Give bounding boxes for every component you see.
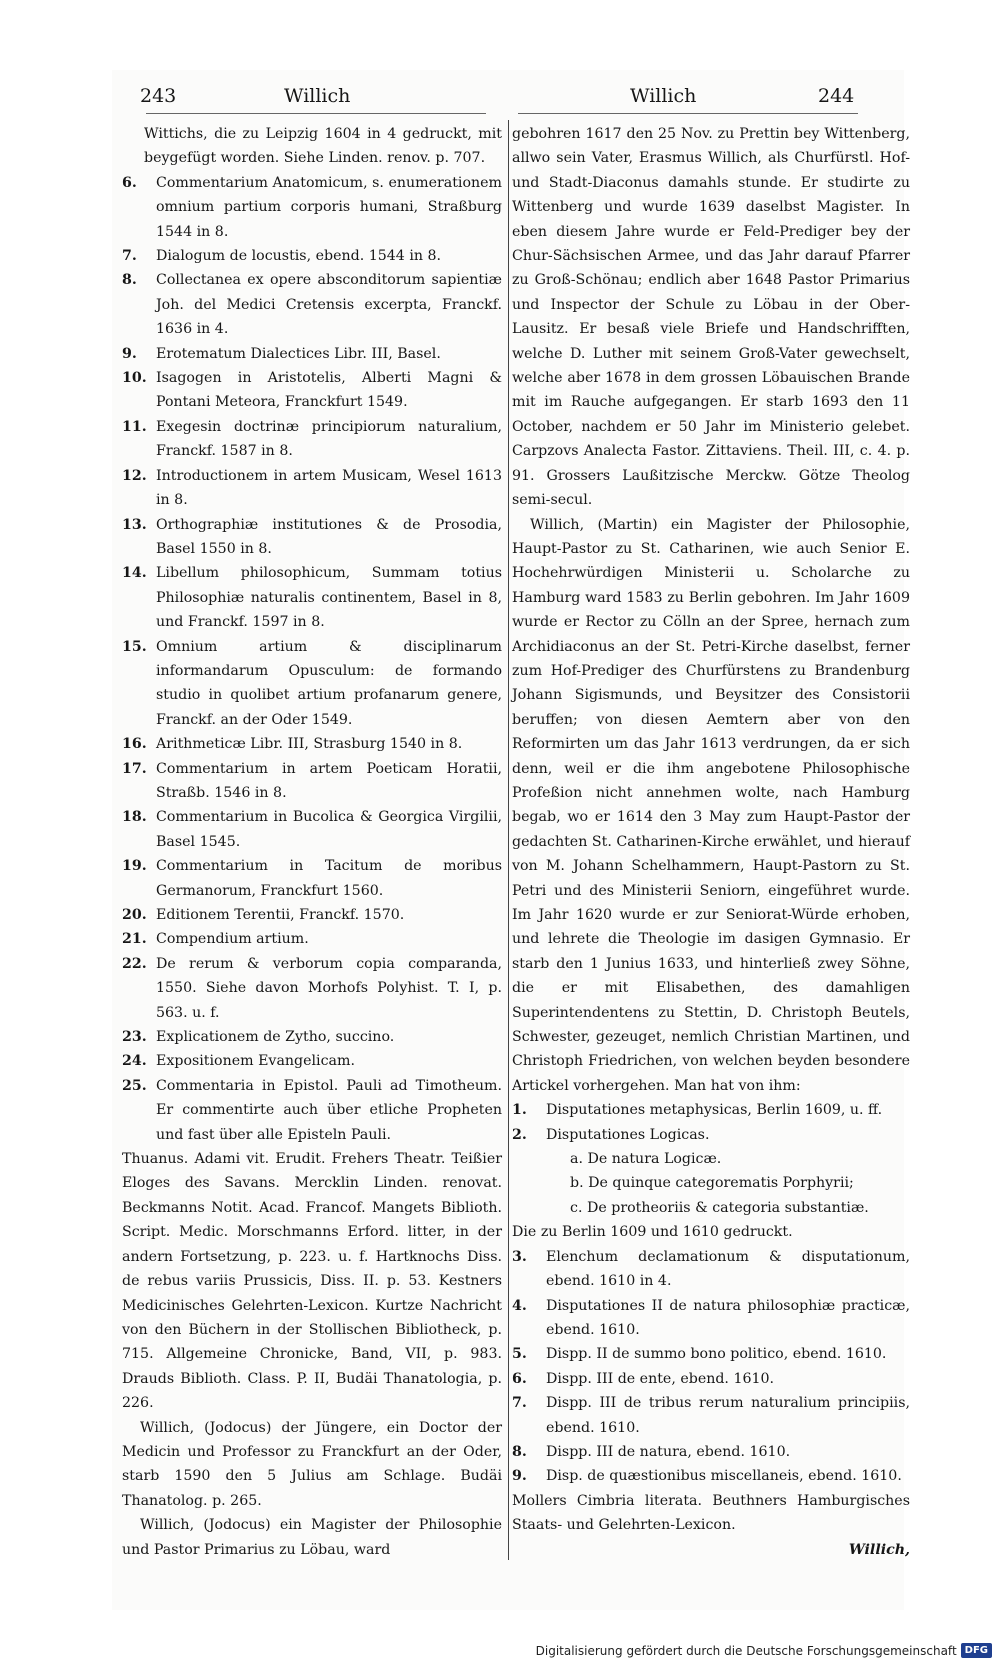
right-page-number: 244 [818, 85, 855, 107]
list-item-text: Commentarium in Bucolica & Georgica Virgilii, Basel 1545. [156, 809, 502, 850]
list-item-text: Arithmeticæ Libr. III, Strasburg 1540 in 8. [156, 736, 463, 753]
list-item-number: 2. [512, 1126, 527, 1143]
list-item-number: 18. [122, 809, 147, 826]
list-item [122, 513, 502, 562]
list-item [122, 366, 502, 415]
list-item-text: Explicationem de Zytho, succino. [156, 1029, 395, 1046]
list-item-number: 6. [512, 1370, 527, 1387]
lexicon-entry: Willich, (Jodocus) ein Magister der Philosophie und Pastor Primarius zu Löbau, ward [122, 1517, 502, 1558]
list-item [122, 952, 502, 1025]
list-item [122, 1049, 502, 1073]
list-item-text: Expositionem Evangelicam. [156, 1053, 355, 1070]
left-catchword: Willich [284, 85, 351, 107]
list-item-text: Disputationes II de natura philosophiæ practicæ, ebend. 1610. [546, 1297, 910, 1338]
list-item-number: 16. [122, 736, 147, 753]
list-item-text: Disputationes Logicas. [546, 1126, 710, 1143]
list-item [512, 1367, 910, 1391]
list-item-text: Omnium artium & disciplinarum informandarum Opusculum: de formando studio in quolibet artium profanarum genere, Franckf. an der Oder 1549. [156, 638, 502, 728]
list-item-text: Dispp. III de natura, ebend. 1610. [546, 1443, 791, 1460]
list-item [512, 1440, 910, 1464]
lexicon-entry: Willich, (Martin) ein Magister der Philosophie, Haupt-Pastor zu St. Catharinen, wie auch Senior E. Hochehrwürdigen Ministerii u. Scholarche zu Hamburg ward 1583 zu Berlin gebohren. Im Jahr 1609 wurde er Rector zu Cölln an der Spree, hernach zum Archidiaconus an der St. Petri-Kirche daselbst, ferner zum Hof-Prediger des Churfürstens zu Brandenburg Johann Sigismunds, und Beysitzer des Consistorii beruffen; von diesen Aemtern aber von den Reformirten um das Jahr 1613 verdrungen, da er sich denn, weil er die ihm angebotene Philosophische Profeßion nicht annehmen wolte, nach Hamburg begab, wo er 1614 den 3 May zum Haupt-Pastor der gedachten St. Catharinen-Kirche erwählet, und hierauf von M. Johann Schelhammern, Haupt-Pastorn zu St. Petri und des Ministerii Seniorn, eingeführet wurde. Im Jahr 1620 wurde er zur Seniorat-Würde erhoben, und lehrete die Theologie im dasigen Gymnasio. Er starb den 1 Junius 1633, und hinterließ zwey Söhne, die er mit Elisabethen, des damahligen Superintendentens zu Stettin, D. Christoph Beutels, Schwester, gezeuget, nemlich Christian Martinen, und Christoph Friedrichen, von welchen beyden besondere Artickel vorhergehen. Man hat von ihm: [512, 516, 910, 1094]
list-item-text: Collectanea ex opere absconditorum sapientiæ Joh. del Medici Cretensis excerpta, Franckf. 1636 in 4. [156, 272, 502, 338]
list-item-text: Dialogum de locustis, ebend. 1544 in 8. [156, 248, 442, 265]
paragraph: Thuanus. Adami vit. Erudit. Frehers Theatr. Teißier Eloges des Savans. Mercklin Linden. renovat. Beckmanns Notit. Acad. Francof. Mangets Biblioth. Script. Medic. Morschmanns Erford. litter, in der andern Fortsetzung, p. 223. u. f. Hartknochs Diss. de rebus variis Prussicis, Diss. II. p. 53. Kestners Medicinisches Gelehrten-Lexicon. Kurtze Nachricht von den Büchern in der Stollischen Bibliotheck, p. 715. Allgemeine Chronicke, Band, VII, p. 983. Drauds Biblioth. Class. P. II, Budäi Thanatologia, p. 226. [122, 1151, 502, 1412]
list-item-number: 15. [122, 638, 147, 655]
list-item-text: Dispp. II de summo bono politico, ebend. 1610. [546, 1346, 887, 1363]
list-item-text: Orthographiæ institutiones & de Prosodia, Basel 1550 in 8. [156, 516, 502, 557]
list-item-text: Exegesin doctrinæ principiorum naturalium, Franckf. 1587 in 8. [156, 418, 502, 460]
list-item-number: 3. [512, 1248, 527, 1265]
footer-credit: Digitalisierung gefördert durch die Deutsche Forschungsgemeinschaft [535, 1643, 957, 1658]
list-item-number: 8. [122, 272, 137, 289]
list-item [512, 1391, 910, 1440]
list-item-number: 12. [122, 467, 147, 484]
list-item [122, 1025, 502, 1049]
list-item-number: 20. [122, 907, 147, 923]
list-item-number: 8. [512, 1443, 527, 1460]
list-item-text: Disputationes metaphysicas, Berlin 1609, u. ff. [546, 1102, 883, 1119]
column-divider [508, 120, 509, 1560]
right-column [512, 122, 910, 1562]
list-item-number: 17. [122, 760, 147, 777]
sub-item: c. De protheoriis & categoria substantiæ. [570, 1199, 869, 1216]
list-item [512, 1123, 910, 1147]
list-item [122, 805, 502, 854]
list-item-number: 11. [122, 418, 147, 435]
list-item-number: 21. [122, 931, 147, 948]
dfg-logo: DFG [961, 1643, 992, 1658]
list-item-text: Commentaria in Epistol. Pauli ad Timotheum. Er commentirte auch über etliche Propheten und fast über alle Episteln Pauli. [156, 1077, 502, 1143]
list-item-number: 6. [122, 174, 137, 191]
list-item-number: 19. [122, 858, 147, 875]
sub-item: a. De natura Logicæ. [570, 1151, 722, 1168]
header-rule-left [146, 113, 486, 114]
paragraph: Mollers Cimbria literata. Beuthners Hamburgisches Staats- und Gelehrten-Lexicon. [512, 1492, 910, 1534]
list-item-text: Elenchum declamationum & disputationum, ebend. 1610 in 4. [546, 1248, 910, 1290]
list-item [512, 1245, 910, 1294]
list-item-text: Libellum philosophicum, Summam totius Philosophiæ naturalis continentem, Basel in 8, und Franckf. 1597 in 8. [156, 565, 502, 631]
list-item [122, 244, 502, 268]
list-item-text: Compendium artium. [156, 931, 309, 948]
list-item [122, 854, 502, 903]
list-item-text: Disp. de quæstionibus miscellaneis, ebend. 1610. [546, 1468, 902, 1485]
list-item-text: De rerum & verborum copia comparanda, 1550. Siehe davon Morhofs Polyhist. T. I, p. 563. u. f. [156, 955, 502, 1021]
left-page-number: 243 [140, 85, 177, 107]
list-item-number: 23. [122, 1029, 147, 1046]
list-item-number: 9. [512, 1468, 527, 1485]
list-item-text: Commentarium in Tacitum de moribus Germanorum, Franckfurt 1560. [156, 858, 502, 899]
list-item [122, 561, 502, 634]
footer [536, 1643, 992, 1658]
list-item [122, 342, 502, 366]
list-item-number: 1. [512, 1102, 527, 1119]
list-item [122, 268, 502, 341]
list-item-number: 10. [122, 370, 147, 387]
catchword: Willich, [848, 1541, 910, 1558]
list-item [122, 927, 502, 951]
continued-text: Wittichs, die zu Leipzig 1604 in 4 gedruckt, mit beygefügt worden. Siehe Linden. renov. p. 707. [144, 126, 502, 167]
list-item-number: 13. [122, 516, 147, 533]
right-catchword: Willich [630, 85, 697, 107]
list-item [122, 635, 502, 733]
list-item-number: 7. [122, 248, 137, 265]
list-item [122, 1074, 502, 1147]
list-item [122, 903, 502, 927]
list-item-text: Dispp. III de tribus rerum naturalium principiis, ebend. 1610. [546, 1395, 910, 1436]
list-item-text: Isagogen in Aristotelis, Alberti Magni & Pontani Meteora, Franckfurt 1549. [156, 370, 502, 411]
list-item [122, 732, 502, 756]
list-item [512, 1342, 910, 1366]
list-item-number: 25. [122, 1077, 147, 1094]
list-item-number: 5. [512, 1346, 527, 1363]
list-item-number: 22. [122, 955, 147, 972]
paragraph: gebohren 1617 den 25 Nov. zu Prettin bey Wittenberg, allwo sein Vater, Erasmus Willich, als Churfürstl. Hof- und Stadt-Diaconus damahls stunde. Er studirte zu Wittenberg und wurde 1639 daselbst Magister. In eben diesem Jahre wurde er Feld-Prediger bey der Chur-Sächsischen Armee, und das Jahr darauf Pfarrer zu Groß-Schönau; endlich aber 1648 Pastor Primarius und Inspector der Schule zu Löbau in der Ober-Lausitz. Er besaß viele Briefe und Handschrifften, welche D. Luther mit seinem Groß-Vater gewechselt, welche aber 1678 in dem grossen Löbauischen Brande mit im Rauche aufgegangen. Er starb 1693 den 11 October, nachdem er 50 Jahr im Ministerio gelebet. Carpzovs Analecta Fastor. Zittaviens. Theil. III, c. 4. p. 91. Grossers Laußitzische Merckw. Götze Theolog semi-secul. [512, 126, 910, 509]
list-item [122, 757, 502, 806]
list-item [122, 171, 502, 244]
list-item-number: 7. [512, 1395, 527, 1412]
list-item [512, 1464, 910, 1488]
list-item-text: Introductionem in artem Musicam, Wesel 1613 in 8. [156, 467, 502, 509]
list-item [122, 415, 502, 464]
list-item-text: Commentarium Anatomicum, s. enumerationem omnium partium corporis humani, Straßburg 1544 in 8. [156, 174, 502, 240]
list-item-text: Editionem Terentii, Franckf. 1570. [156, 907, 405, 923]
paragraph: Die zu Berlin 1609 und 1610 gedruckt. [512, 1224, 793, 1241]
list-item-number: 24. [122, 1053, 147, 1070]
list-item-number: 14. [122, 565, 147, 582]
list-item-text: Dispp. III de ente, ebend. 1610. [546, 1370, 775, 1387]
left-column [122, 122, 502, 1562]
sub-item: b. De quinque categorematis Porphyrii; [570, 1175, 854, 1192]
list-item [512, 1294, 910, 1343]
list-item-text: Erotematum Dialectices Libr. III, Basel. [156, 345, 441, 362]
list-item-number: 9. [122, 345, 137, 362]
list-item-text: Commentarium in artem Poeticam Horatii, Straßb. 1546 in 8. [156, 760, 502, 801]
header-rule-right [518, 113, 858, 114]
list-item-number: 4. [512, 1297, 527, 1314]
list-item [512, 1098, 910, 1122]
lexicon-entry: Willich, (Jodocus) der Jüngere, ein Doctor der Medicin und Professor zu Franckfurt an der Oder, starb 1590 den 5 Julius am Schlage. Budäi Thanatolog. p. 265. [122, 1419, 502, 1509]
list-item [122, 464, 502, 513]
